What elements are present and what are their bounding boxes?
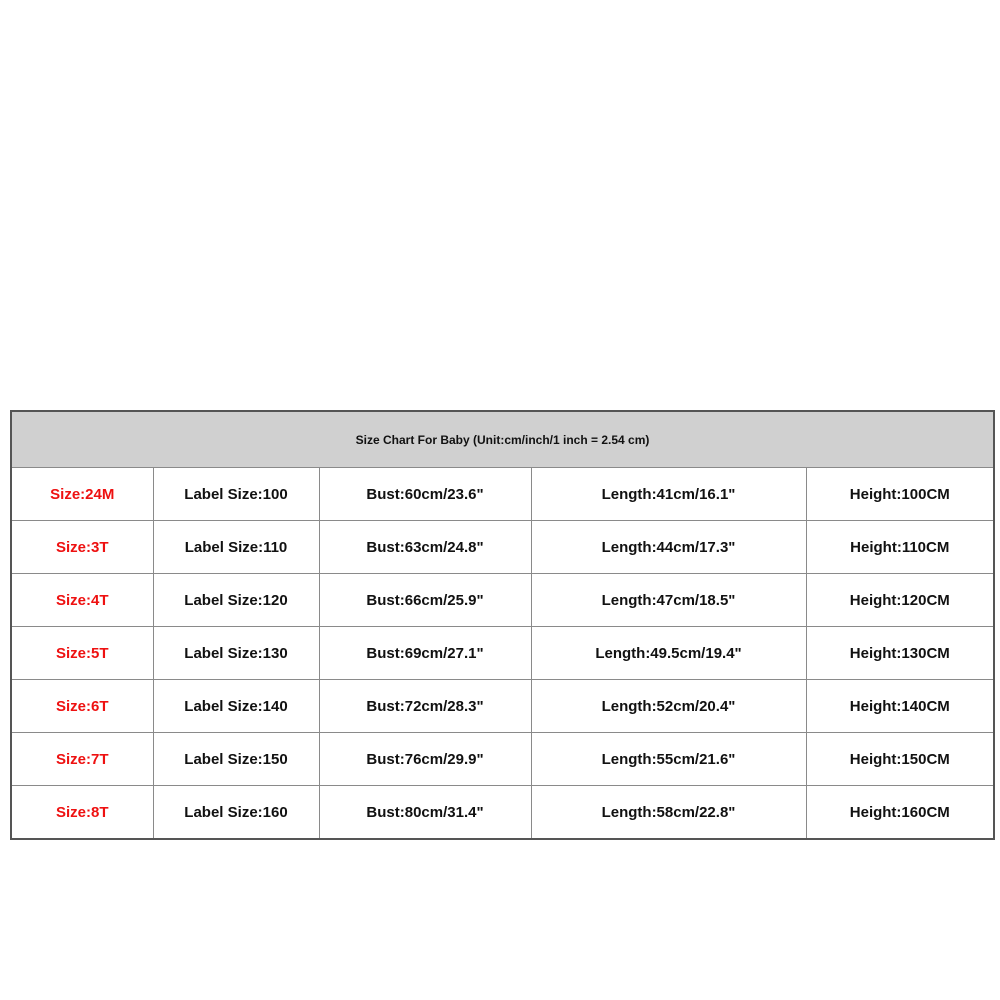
table-row xyxy=(11,733,994,786)
length-cell: Length:52cm/20.4" xyxy=(531,680,806,733)
label-size-cell: Label Size:100 xyxy=(153,468,319,521)
length-cell: Length:44cm/17.3" xyxy=(531,521,806,574)
size-cell: Size:24M xyxy=(11,468,153,521)
size-cell: Size:4T xyxy=(11,574,153,627)
table-header-row xyxy=(11,411,994,468)
bust-cell: Bust:63cm/24.8" xyxy=(319,521,531,574)
table-row xyxy=(11,574,994,627)
table-row xyxy=(11,680,994,733)
length-cell: Length:49.5cm/19.4" xyxy=(531,627,806,680)
label-size-cell: Label Size:110 xyxy=(153,521,319,574)
height-cell: Height:160CM xyxy=(806,786,994,840)
bust-cell: Bust:80cm/31.4" xyxy=(319,786,531,840)
label-size-cell: Label Size:160 xyxy=(153,786,319,840)
label-size-cell: Label Size:120 xyxy=(153,574,319,627)
height-cell: Height:120CM xyxy=(806,574,994,627)
size-cell: Size:3T xyxy=(11,521,153,574)
table-row xyxy=(11,521,994,574)
height-cell: Height:110CM xyxy=(806,521,994,574)
length-cell: Length:58cm/22.8" xyxy=(531,786,806,840)
label-size-cell: Label Size:130 xyxy=(153,627,319,680)
size-cell: Size:8T xyxy=(11,786,153,840)
size-cell: Size:5T xyxy=(11,627,153,680)
height-cell: Height:150CM xyxy=(806,733,994,786)
bust-cell: Bust:69cm/27.1" xyxy=(319,627,531,680)
length-cell: Length:41cm/16.1" xyxy=(531,468,806,521)
bust-cell: Bust:76cm/29.9" xyxy=(319,733,531,786)
table-title: Size Chart For Baby (Unit:cm/inch/1 inch = 2.54 cm) xyxy=(11,411,994,468)
size-cell: Size:6T xyxy=(11,680,153,733)
bust-cell: Bust:72cm/28.3" xyxy=(319,680,531,733)
height-cell: Height:100CM xyxy=(806,468,994,521)
table-row xyxy=(11,786,994,840)
bust-cell: Bust:60cm/23.6" xyxy=(319,468,531,521)
bust-cell: Bust:66cm/25.9" xyxy=(319,574,531,627)
table-row xyxy=(11,627,994,680)
height-cell: Height:140CM xyxy=(806,680,994,733)
length-cell: Length:55cm/21.6" xyxy=(531,733,806,786)
label-size-cell: Label Size:150 xyxy=(153,733,319,786)
label-size-cell: Label Size:140 xyxy=(153,680,319,733)
height-cell: Height:130CM xyxy=(806,627,994,680)
size-cell: Size:7T xyxy=(11,733,153,786)
table-row xyxy=(11,468,994,521)
length-cell: Length:47cm/18.5" xyxy=(531,574,806,627)
size-chart-table xyxy=(10,410,995,840)
size-chart-body xyxy=(11,411,994,839)
